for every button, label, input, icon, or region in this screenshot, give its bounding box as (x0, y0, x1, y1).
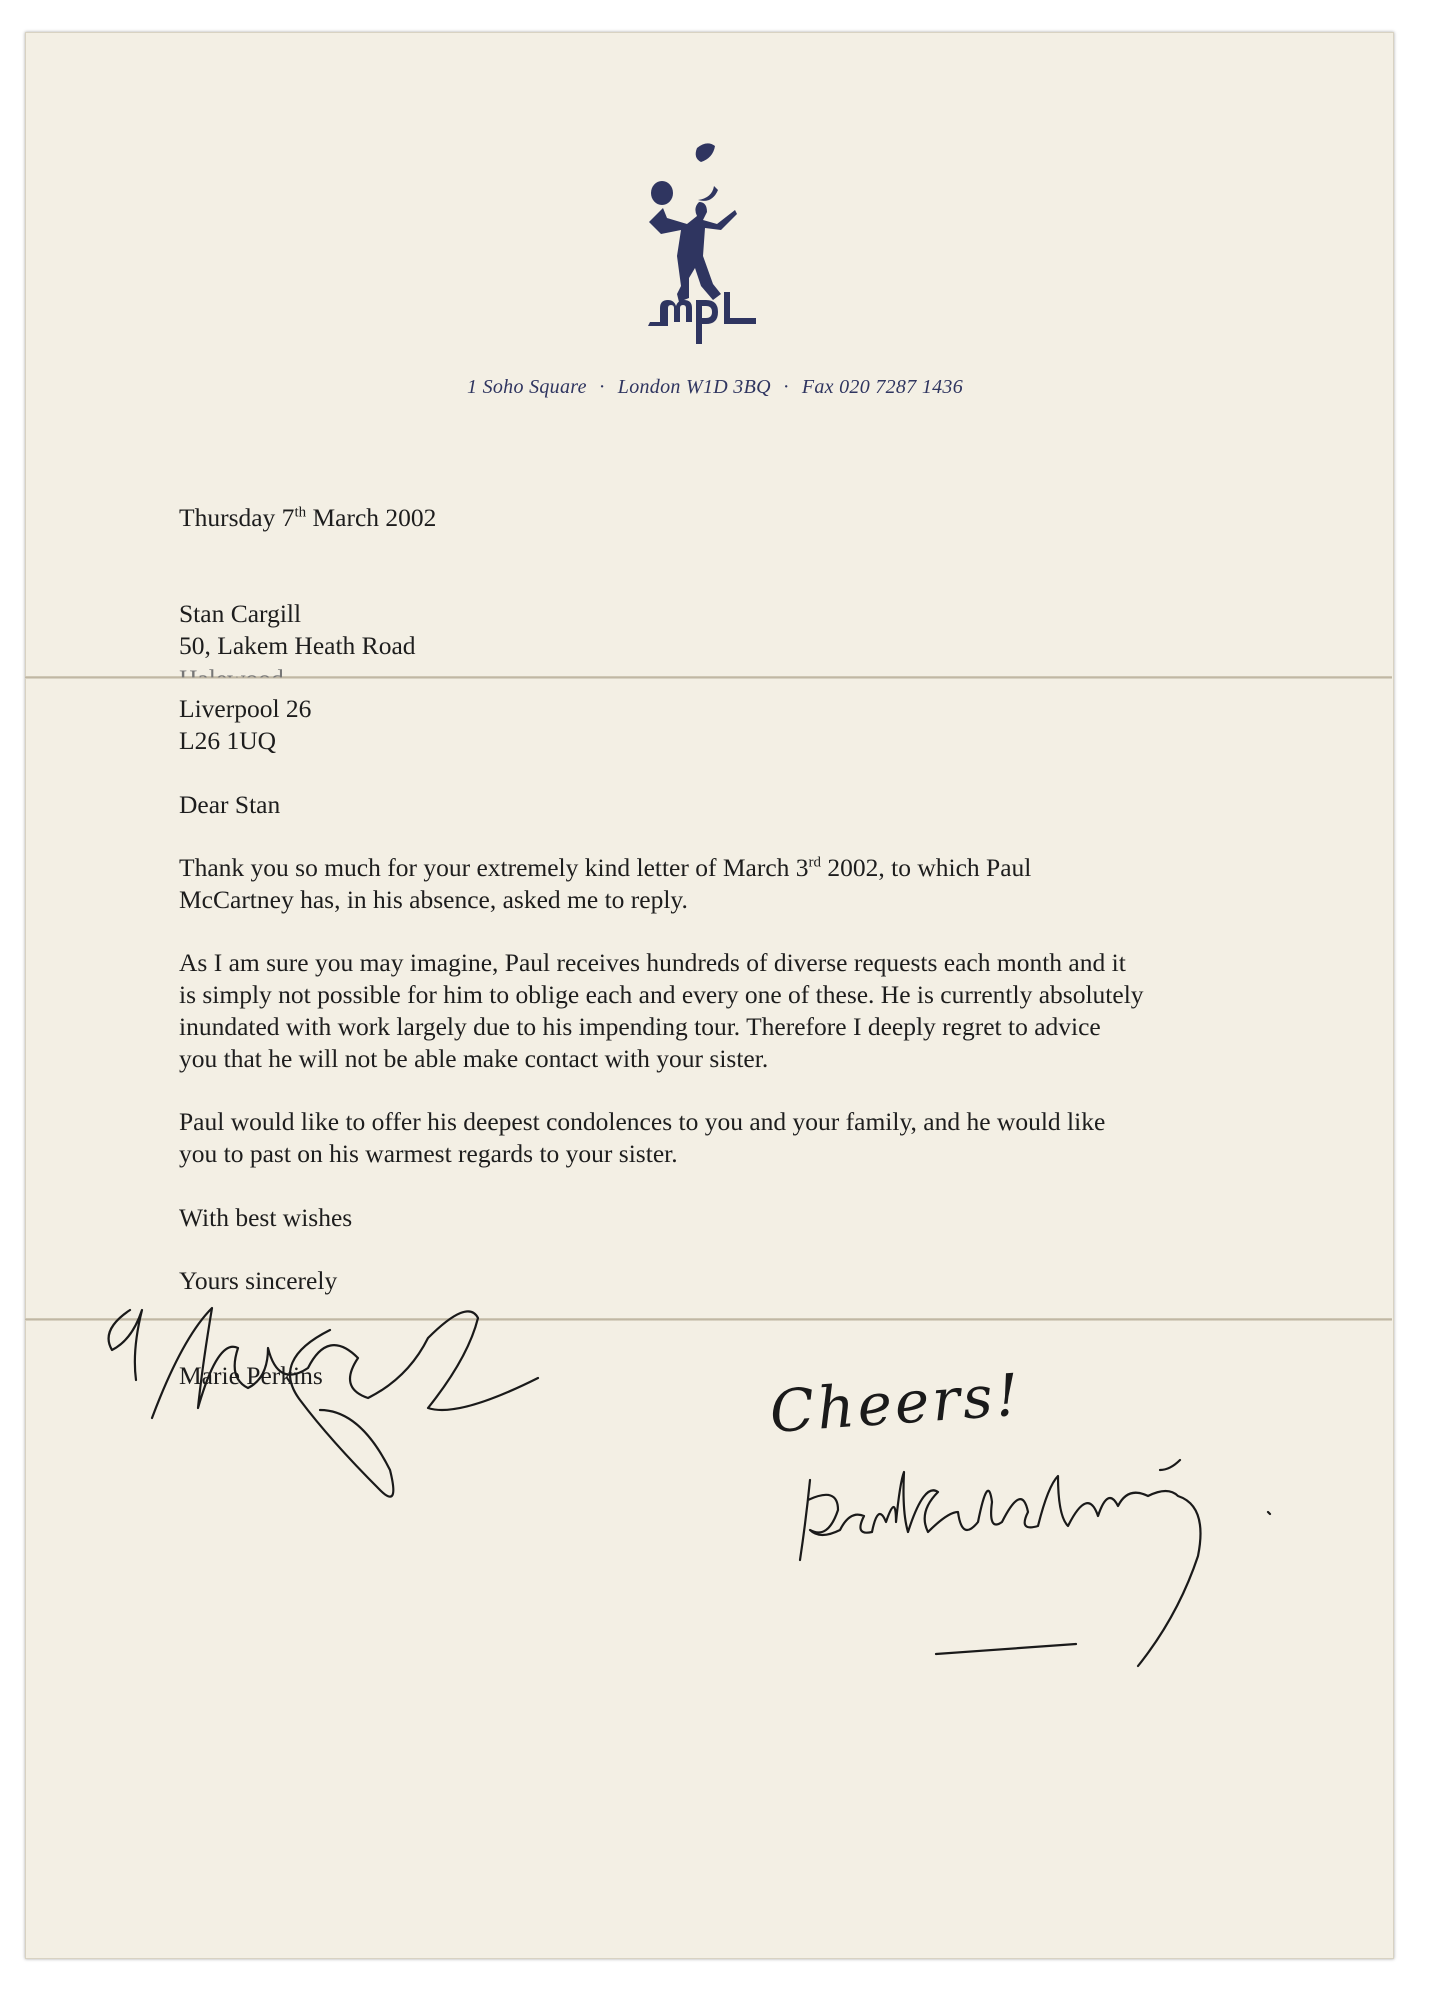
paragraph-2-line: you that he will not be able make contact with your sister. (179, 1044, 769, 1073)
paragraph-2-line: inundated with work largely due to his impending tour. Therefore I deeply regret to advice (179, 1012, 1101, 1041)
superscript: rd (808, 854, 822, 871)
date-rest: March 2002 (306, 503, 437, 532)
separator: · (598, 376, 606, 398)
recipient-name: Stan Cargill (179, 599, 302, 628)
recipient-street: 50, Lakem Heath Road (179, 631, 416, 660)
paragraph-2-line: is simply not possible for him to oblige each and every one of these. He is currently absolutely (179, 980, 1144, 1009)
date-suffix: th (294, 504, 307, 521)
text: 2002, to which Paul (821, 853, 1032, 882)
salutation: Dear Stan (179, 790, 281, 819)
signatory-name: Marie Perkins (179, 1361, 323, 1390)
recipient-city: Liverpool 26 (179, 694, 312, 723)
text: Thank you so much for your extremely kind letter of March 3 (179, 853, 809, 882)
address-street: 1 Soho Square (466, 376, 587, 398)
date-day: Thursday 7 (179, 503, 295, 532)
paragraph-2-line: As I am sure you may imagine, Paul receives hundreds of diverse requests each month and it (179, 948, 1126, 977)
recipient-postcode: L26 1UQ (179, 726, 277, 755)
paragraph-1-line: McCartney has, in his absence, asked me to reply. (179, 885, 688, 914)
fax-number: Fax 020 7287 1436 (801, 376, 964, 398)
paragraph-3-line: Paul would like to offer his deepest condolences to you and your family, and he would like (179, 1107, 1106, 1136)
marie-perkins-signature (109, 1308, 538, 1497)
cheers-handwritten-note: Cheers! (767, 1360, 1024, 1446)
paragraph-3-line: you to past on his warmest regards to your sister. (179, 1139, 678, 1168)
address-city: London W1D 3BQ (617, 376, 771, 398)
paul-mccartney-signature (800, 1460, 1270, 1666)
closing-yours-sincerely: Yours sincerely (179, 1266, 338, 1295)
separator: · (782, 376, 790, 398)
closing-best-wishes: With best wishes (179, 1203, 353, 1232)
